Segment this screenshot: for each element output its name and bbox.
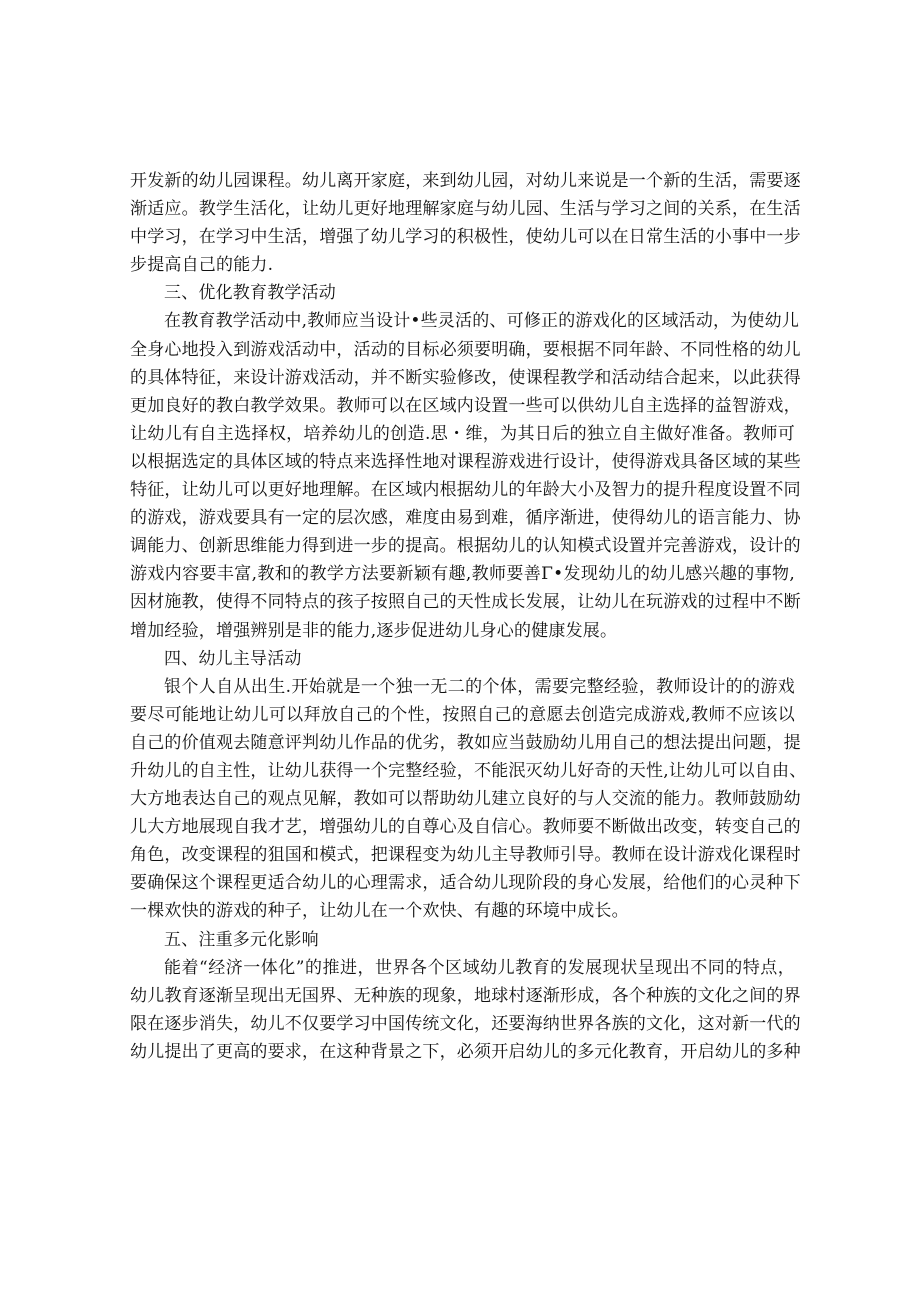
section-heading: 四、幼儿主导活动 bbox=[164, 648, 302, 669]
text-line: 要尽可能地让幼儿可以拜放自己的个性，按照自己的意愿去创造完成游戏,教师不应该以 bbox=[130, 704, 795, 725]
text-line: 渐适应。教学生活化，让幼儿更好地理解家庭与幼儿园、生活与学习之间的关系，在生活 bbox=[130, 199, 801, 220]
text-line: 中学习，在学习中生活，增强了幼儿学习的积极性，使幼儿可以在日常生活的小事中一步 bbox=[130, 227, 801, 248]
paragraph-first-line: 银个人自从出生.开始就是一个独一无二的个体，需要完整经验，教师设计的的游戏 bbox=[164, 676, 795, 697]
text-line: 以根据选定的具体区域的特点来选择性地对课程游戏进行设计，使得游戏具备区域的某些 bbox=[130, 451, 801, 472]
text-line: 增加经验，增强辨别是非的能力,逐步促进幼儿身心的健康发展。 bbox=[130, 620, 618, 641]
text-line: 的具体特征，来设计游戏活动，并不断实验修改，使课程教学和活动结合起来，以此获得 bbox=[130, 367, 801, 388]
text-line: 大方地表达自己的观点见解，教如可以帮助幼儿建立良好的与人交流的能力。教师鼓励幼 bbox=[130, 789, 801, 810]
text-line: 要确保这个课程更适合幼儿的心理需求，适合幼儿现阶段的身心发展，给他们的心灵种下 bbox=[130, 873, 801, 894]
text-line: 幼儿提出了更高的要求，在这种背景之下，必须开启幼儿的多元化教育，开启幼儿的多种 bbox=[130, 1041, 801, 1062]
text-line: 的游戏，游戏要具有一定的层次感，难度由易到难，循序渐进，使得幼儿的语言能力、协 bbox=[130, 508, 801, 529]
text-line: 角色，改变课程的狙国和模式，把课程变为幼儿主导教师引导。教师在设计游戏化课程时 bbox=[130, 845, 801, 866]
text-line: 因材施教，使得不同特点的孩子按照自己的天性成长发展，让幼儿在玩游戏的过程中不断 bbox=[130, 592, 801, 613]
text-line: 特征，让幼儿可以更好地理解。在区域内根据幼儿的年龄大小及智力的提升程度设置不同 bbox=[130, 480, 801, 501]
text-line: 升幼儿的自主性，让幼儿获得一个完整经验，不能泯灭幼儿好奇的天性,让幼儿可以自由、 bbox=[130, 760, 807, 781]
text-line: 调能力、创新思维能力得到进一步的提高。根据幼儿的认知模式设置并完善游戏，设计的 bbox=[130, 536, 801, 557]
text-line: 限在逐步消失，幼儿不仅要学习中国传统文化，还要海纳世界各族的文化，这对新一代的 bbox=[130, 1013, 801, 1034]
text-line: 全身心地投入到游戏活动中，活动的目标必须要明确，要根据不同年龄、不同性格的幼儿 bbox=[130, 339, 801, 360]
section-heading: 五、注重多元化影响 bbox=[164, 929, 319, 950]
text-line: 自己的价值观去随意评判幼儿作品的优劣，教如应当鼓励幼儿用自己的想法提出问题，提 bbox=[130, 732, 801, 753]
text-line: 游戏内容要丰富,教和的教学方法要新颖有趣,教师要善Γ•发现幼儿的幼儿感兴趣的事物, bbox=[130, 564, 795, 585]
section-heading: 三、优化教育教学活动 bbox=[164, 283, 336, 304]
paragraph-first-line: 在教育教学活动中,教师应当设计•些灵活的、可修正的游戏化的区域活动，为使幼儿 bbox=[164, 311, 800, 332]
text-line: 步提高自己的能力. bbox=[130, 255, 274, 276]
text-line: 儿大方地展现自我才艺，增强幼儿的自尊心及自信心。教师要不断做出改变，转变自己的 bbox=[130, 817, 801, 838]
text-line: 让幼儿有自主选择权，培养幼儿的创造.思・维，为其日后的独立自主做好准备。教师可 bbox=[130, 423, 795, 444]
text-line: 幼儿教育逐渐呈现出无国界、无种族的现象，地球村逐渐形成，各个种族的文化之间的界 bbox=[130, 985, 801, 1006]
paragraph-first-line: 能着“经济一体化”的推进，世界各个区域幼儿教育的发展现状呈现出不同的特点， bbox=[164, 957, 795, 978]
text-line: 更加良好的教白教学效果。教师可以在区域内设置一些可以供幼儿自主选择的益智游戏， bbox=[130, 395, 801, 416]
text-line: 开发新的幼儿园课程。幼儿离开家庭，来到幼儿园，对幼儿来说是一个新的生活，需要逐 bbox=[130, 171, 801, 191]
document-body bbox=[130, 167, 807, 1066]
text-line: 一棵欢快的游戏的种子，让幼儿在一个欢快、有趣的环境中成长。 bbox=[130, 901, 629, 922]
